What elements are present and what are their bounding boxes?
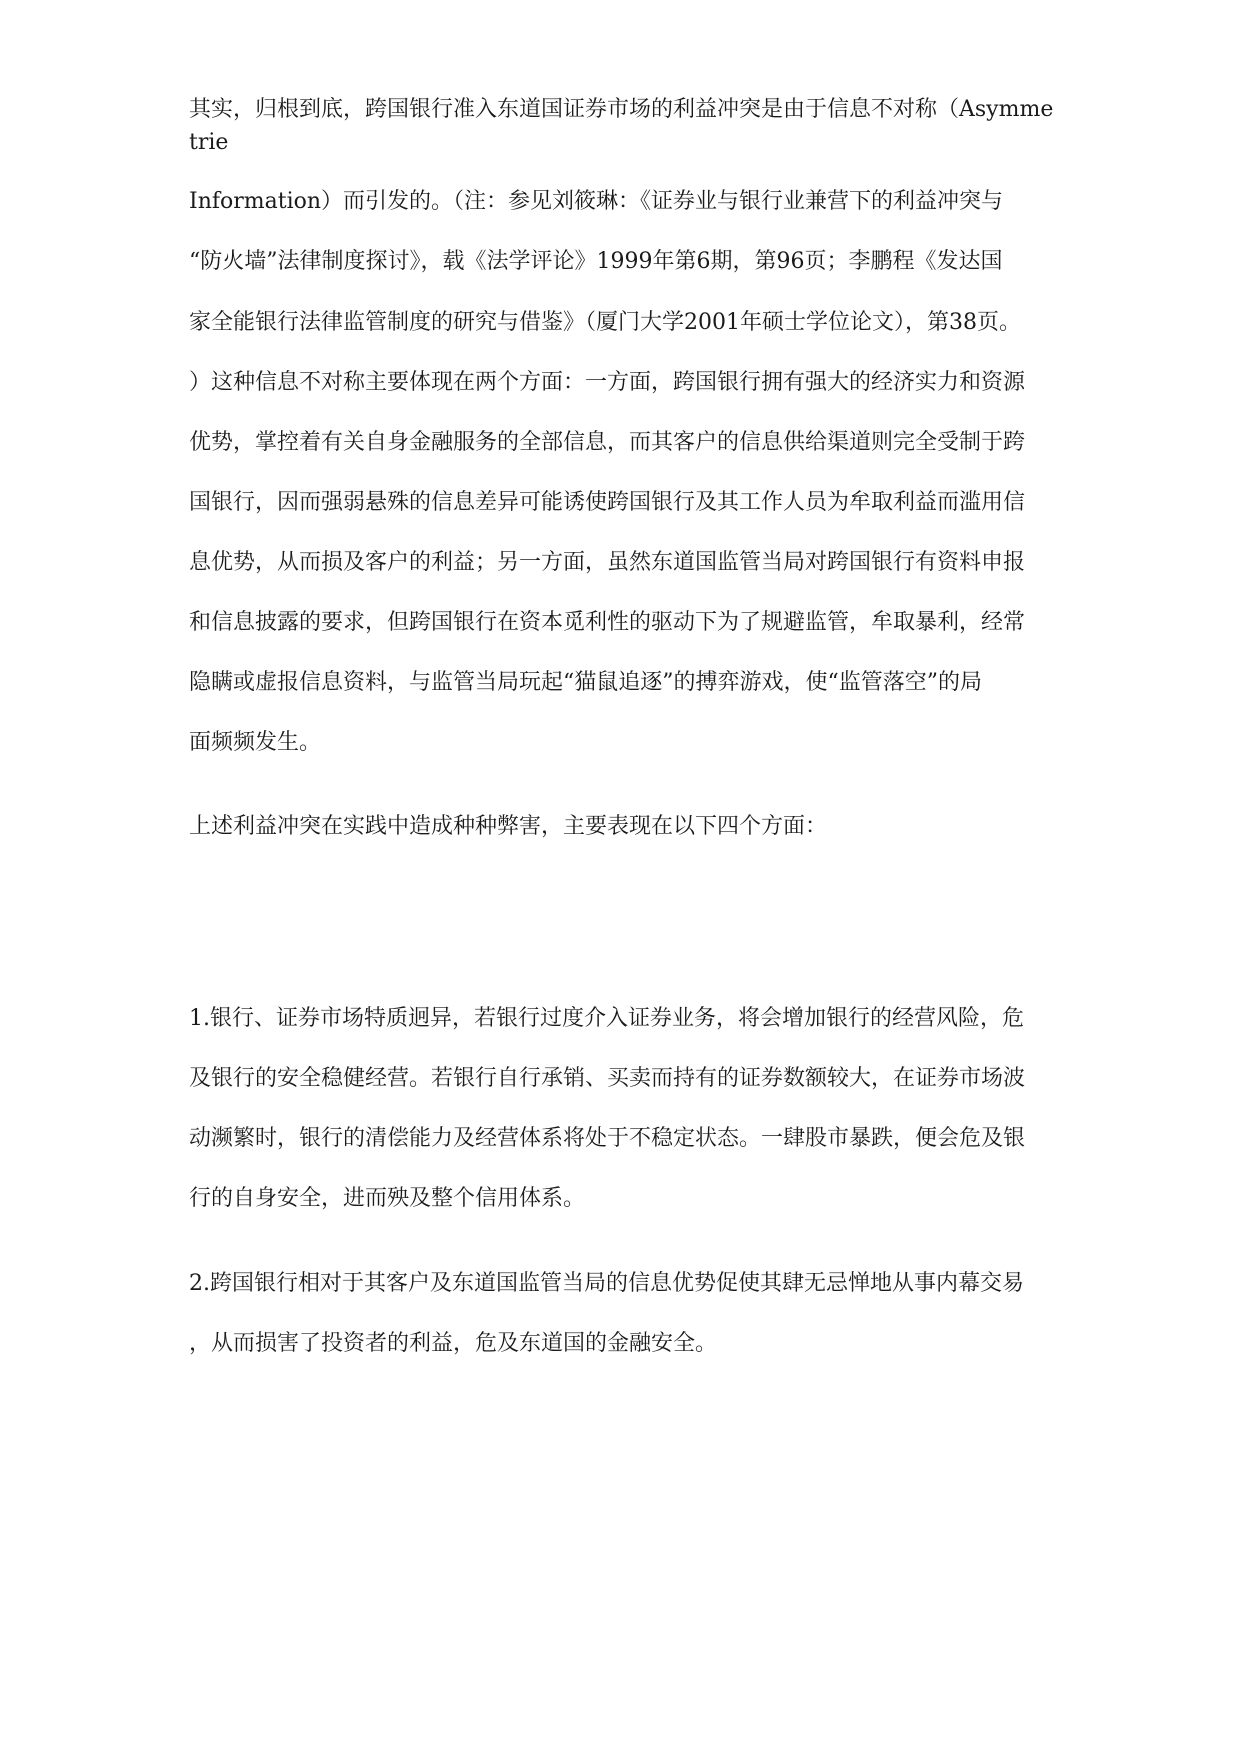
text-line: 动濒繁时，银行的清偿能力及经营体系将处于不稳定状态。一肆股市暴跌，便会危及银 (189, 1126, 1026, 1151)
text-line: ，从而损害了投资者的利益，危及东道国的金融安全。 (189, 1331, 718, 1356)
text-line: 隐瞒或虚报信息资料，与监管当局玩起“猫鼠追逐”的搏弈游戏，使“监管落空”的局 (189, 670, 982, 695)
text-line: ）这种信息不对称主要体现在两个方面：一方面，跨国银行拥有强大的经济实力和资源 (189, 370, 1026, 395)
text-line: 优势，掌控着有关自身金融服务的全部信息，而其客户的信息供给渠道则完全受制于跨 (189, 430, 1026, 455)
text-line: 上述利益冲突在实践中造成种种弊害，主要表现在以下四个方面： (189, 814, 828, 839)
text-line: Information）而引发的。（注：参见刘筱琳：《证券业与银行业兼营下的利益冲突与 (189, 189, 1004, 214)
text-line: 面频频发生。 (189, 730, 322, 755)
text-line: 和信息披露的要求，但跨国银行在资本觅利性的驱动下为了规避监管，牟取暴利，经常 (189, 610, 1026, 635)
text-line: 息优势，从而损及客户的利益；另一方面，虽然东道国监管当局对跨国银行有资料申报 (189, 550, 1026, 575)
text-line: 1.银行、证券市场特质迥异，若银行过度介入证券业务，将会增加银行的经营风险，危 (189, 1006, 1024, 1031)
text-line: 2.跨国银行相对于其客户及东道国监管当局的信息优势促使其肆无忌惮地从事内幕交易 (189, 1271, 1024, 1296)
text-line: “防火墙”法律制度探讨》，载《法学评论》1999年第6期，第96页；李鹏程《发达国 (189, 249, 1003, 274)
text-line: 行的自身安全，进而殃及整个信用体系。 (189, 1186, 586, 1211)
text-line: 其实，归根到底，跨国银行准入东道国证券市场的利益冲突是由于信息不对称（Asymme (189, 97, 1054, 122)
text-line: 及银行的安全稳健经营。若银行自行承销、买卖而持有的证券数额较大，在证券市场波 (189, 1066, 1026, 1091)
text-line: trie (189, 130, 229, 155)
text-line: 国银行，因而强弱悬殊的信息差异可能诱使跨国银行及其工作人员为牟取利益而滥用信 (189, 490, 1026, 515)
text-line: 家全能银行法律监管制度的研究与借鉴》（厦门大学2001年硕士学位论文），第38页。 (189, 310, 1021, 335)
